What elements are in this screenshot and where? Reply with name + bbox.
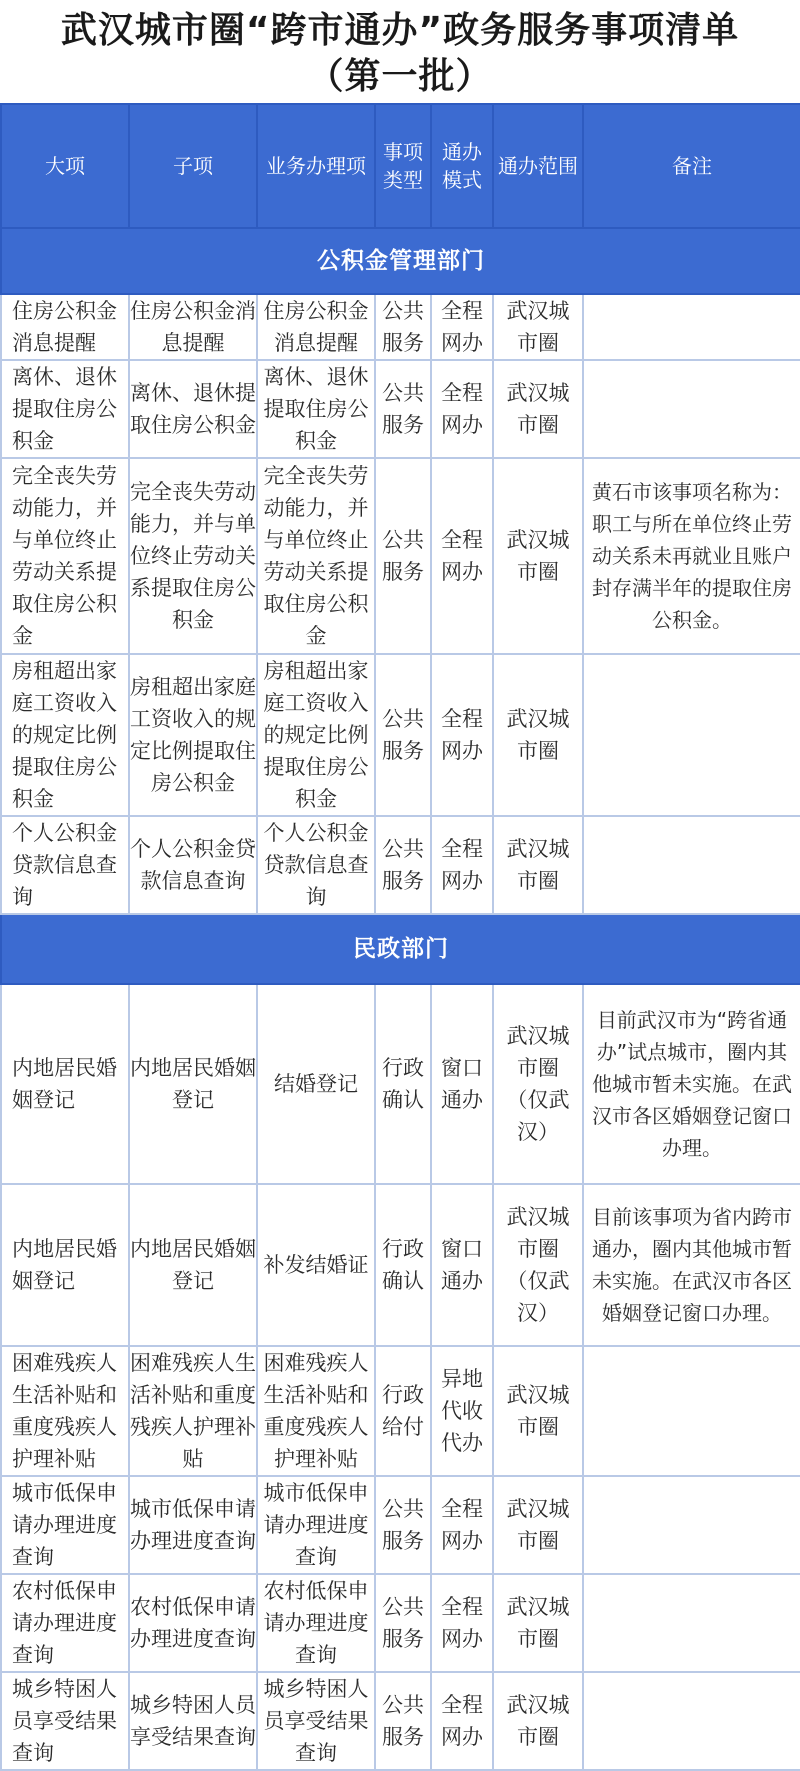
cell-business-item: 补发结婚证 [257, 1184, 375, 1346]
cell-scope: 武汉城市圈 [493, 1346, 583, 1476]
cell-mode: 窗口通办 [431, 1184, 493, 1346]
cell-remarks [583, 1346, 800, 1476]
cell-remarks: 黄石市该事项名称为：职工与所在单位终止劳动关系未再就业且账户封存满半年的提取住房公积金。 [583, 458, 800, 654]
cell-sub-item: 离休、退休提取住房公积金 [129, 360, 257, 458]
cell-sub-item: 住房公积金消息提醒 [129, 294, 257, 360]
cell-major-item: 城市低保申请办理进度查询 [1, 1476, 129, 1574]
cell-item-type: 公共服务 [375, 360, 431, 458]
cell-mode: 异地代收代办 [431, 1346, 493, 1476]
cell-mode: 全程网办 [431, 1574, 493, 1672]
table-header-row [1, 104, 800, 228]
cell-sub-item: 农村低保申请办理进度查询 [129, 1574, 257, 1672]
cell-business-item: 完全丧失劳动能力，并与单位终止劳动关系提取住房公积金 [257, 458, 375, 654]
cell-major-item: 内地居民婚姻登记 [1, 984, 129, 1184]
cell-business-item: 城市低保申请办理进度查询 [257, 1476, 375, 1574]
title-line-2: （第一批） [307, 56, 493, 97]
table-row [1, 654, 800, 816]
header-major-item: 大项 [1, 104, 129, 228]
header-mode: 通办模式 [431, 104, 493, 228]
cell-mode: 全程网办 [431, 1476, 493, 1574]
cell-remarks [583, 360, 800, 458]
cell-major-item: 离休、退休提取住房公积金 [1, 360, 129, 458]
title-line-1: 武汉城市圈“跨市通办”政务服务事项清单 [60, 10, 740, 51]
table-row [1, 984, 800, 1184]
cell-business-item: 住房公积金消息提醒 [257, 294, 375, 360]
cell-remarks [583, 654, 800, 816]
cell-major-item: 个人公积金贷款信息查询 [1, 816, 129, 914]
cell-item-type: 行政确认 [375, 984, 431, 1184]
cell-remarks: 目前该事项为省内跨市通办，圈内其他城市暂未实施。在武汉市各区婚姻登记窗口办理。 [583, 1184, 800, 1346]
cell-scope: 武汉城市圈 [493, 360, 583, 458]
cell-mode: 全程网办 [431, 816, 493, 914]
cell-scope: 武汉城市圈 [493, 294, 583, 360]
cell-major-item: 困难残疾人生活补贴和重度残疾人护理补贴 [1, 1346, 129, 1476]
cell-item-type: 公共服务 [375, 1672, 431, 1770]
table-row [1, 458, 800, 654]
section-title-civil-affairs: 民政部门 [1, 914, 800, 984]
cell-sub-item: 困难残疾人生活补贴和重度残疾人护理补贴 [129, 1346, 257, 1476]
table-row [1, 1672, 800, 1770]
cell-scope: 武汉城市圈 [493, 458, 583, 654]
cell-sub-item: 城乡特困人员享受结果查询 [129, 1672, 257, 1770]
cell-business-item: 困难残疾人生活补贴和重度残疾人护理补贴 [257, 1346, 375, 1476]
cell-business-item: 离休、退休提取住房公积金 [257, 360, 375, 458]
cell-major-item: 城乡特困人员享受结果查询 [1, 1672, 129, 1770]
cell-business-item: 农村低保申请办理进度查询 [257, 1574, 375, 1672]
cell-scope: 武汉城市圈 [493, 1476, 583, 1574]
cell-item-type: 公共服务 [375, 816, 431, 914]
cell-major-item: 完全丧失劳动能力，并与单位终止劳动关系提取住房公积金 [1, 458, 129, 654]
cell-business-item: 城乡特困人员享受结果查询 [257, 1672, 375, 1770]
cell-business-item: 个人公积金贷款信息查询 [257, 816, 375, 914]
cell-item-type: 公共服务 [375, 294, 431, 360]
cell-sub-item: 城市低保申请办理进度查询 [129, 1476, 257, 1574]
table-row [1, 294, 800, 360]
cell-remarks: 目前武汉市为“跨省通办”试点城市，圈内其他城市暂未实施。在武汉市各区婚姻登记窗口办理。 [583, 984, 800, 1184]
cell-item-type: 公共服务 [375, 458, 431, 654]
cell-item-type: 行政给付 [375, 1346, 431, 1476]
table-row [1, 1574, 800, 1672]
cell-remarks [583, 294, 800, 360]
section-title-housing-fund: 公积金管理部门 [1, 228, 800, 294]
table-row [1, 1476, 800, 1574]
cell-scope: 武汉城市圈（仅武汉） [493, 984, 583, 1184]
cell-mode: 全程网办 [431, 360, 493, 458]
table-row [1, 1346, 800, 1476]
cell-business-item: 结婚登记 [257, 984, 375, 1184]
table-row [1, 1184, 800, 1346]
cell-mode: 窗口通办 [431, 984, 493, 1184]
cell-sub-item: 完全丧失劳动能力，并与单位终止劳动关系提取住房公积金 [129, 458, 257, 654]
header-scope: 通办范围 [493, 104, 583, 228]
section-row-civil-affairs [1, 914, 800, 984]
cell-sub-item: 房租超出家庭工资收入的规定比例提取住房公积金 [129, 654, 257, 816]
cell-mode: 全程网办 [431, 294, 493, 360]
cell-scope: 武汉城市圈 [493, 1672, 583, 1770]
section-row-housing-fund [1, 228, 800, 294]
service-list-table [0, 103, 800, 1771]
header-sub-item: 子项 [129, 104, 257, 228]
cell-scope: 武汉城市圈 [493, 816, 583, 914]
cell-major-item: 内地居民婚姻登记 [1, 1184, 129, 1346]
cell-sub-item: 内地居民婚姻登记 [129, 1184, 257, 1346]
cell-major-item: 住房公积金消息提醒 [1, 294, 129, 360]
cell-item-type: 公共服务 [375, 1574, 431, 1672]
cell-remarks [583, 816, 800, 914]
cell-item-type: 行政确认 [375, 1184, 431, 1346]
header-business-item: 业务办理项 [257, 104, 375, 228]
cell-scope: 武汉城市圈 [493, 654, 583, 816]
header-item-type: 事项类型 [375, 104, 431, 228]
cell-item-type: 公共服务 [375, 1476, 431, 1574]
cell-scope: 武汉城市圈 [493, 1574, 583, 1672]
cell-mode: 全程网办 [431, 654, 493, 816]
cell-item-type: 公共服务 [375, 654, 431, 816]
cell-mode: 全程网办 [431, 1672, 493, 1770]
cell-business-item: 房租超出家庭工资收入的规定比例提取住房公积金 [257, 654, 375, 816]
table-row [1, 360, 800, 458]
cell-sub-item: 内地居民婚姻登记 [129, 984, 257, 1184]
cell-remarks [583, 1476, 800, 1574]
cell-mode: 全程网办 [431, 458, 493, 654]
header-remarks: 备注 [583, 104, 800, 228]
table-row [1, 816, 800, 914]
cell-remarks [583, 1672, 800, 1770]
document-title [0, 0, 800, 103]
cell-major-item: 农村低保申请办理进度查询 [1, 1574, 129, 1672]
cell-major-item: 房租超出家庭工资收入的规定比例提取住房公积金 [1, 654, 129, 816]
cell-remarks [583, 1574, 800, 1672]
cell-scope: 武汉城市圈（仅武汉） [493, 1184, 583, 1346]
cell-sub-item: 个人公积金贷款信息查询 [129, 816, 257, 914]
